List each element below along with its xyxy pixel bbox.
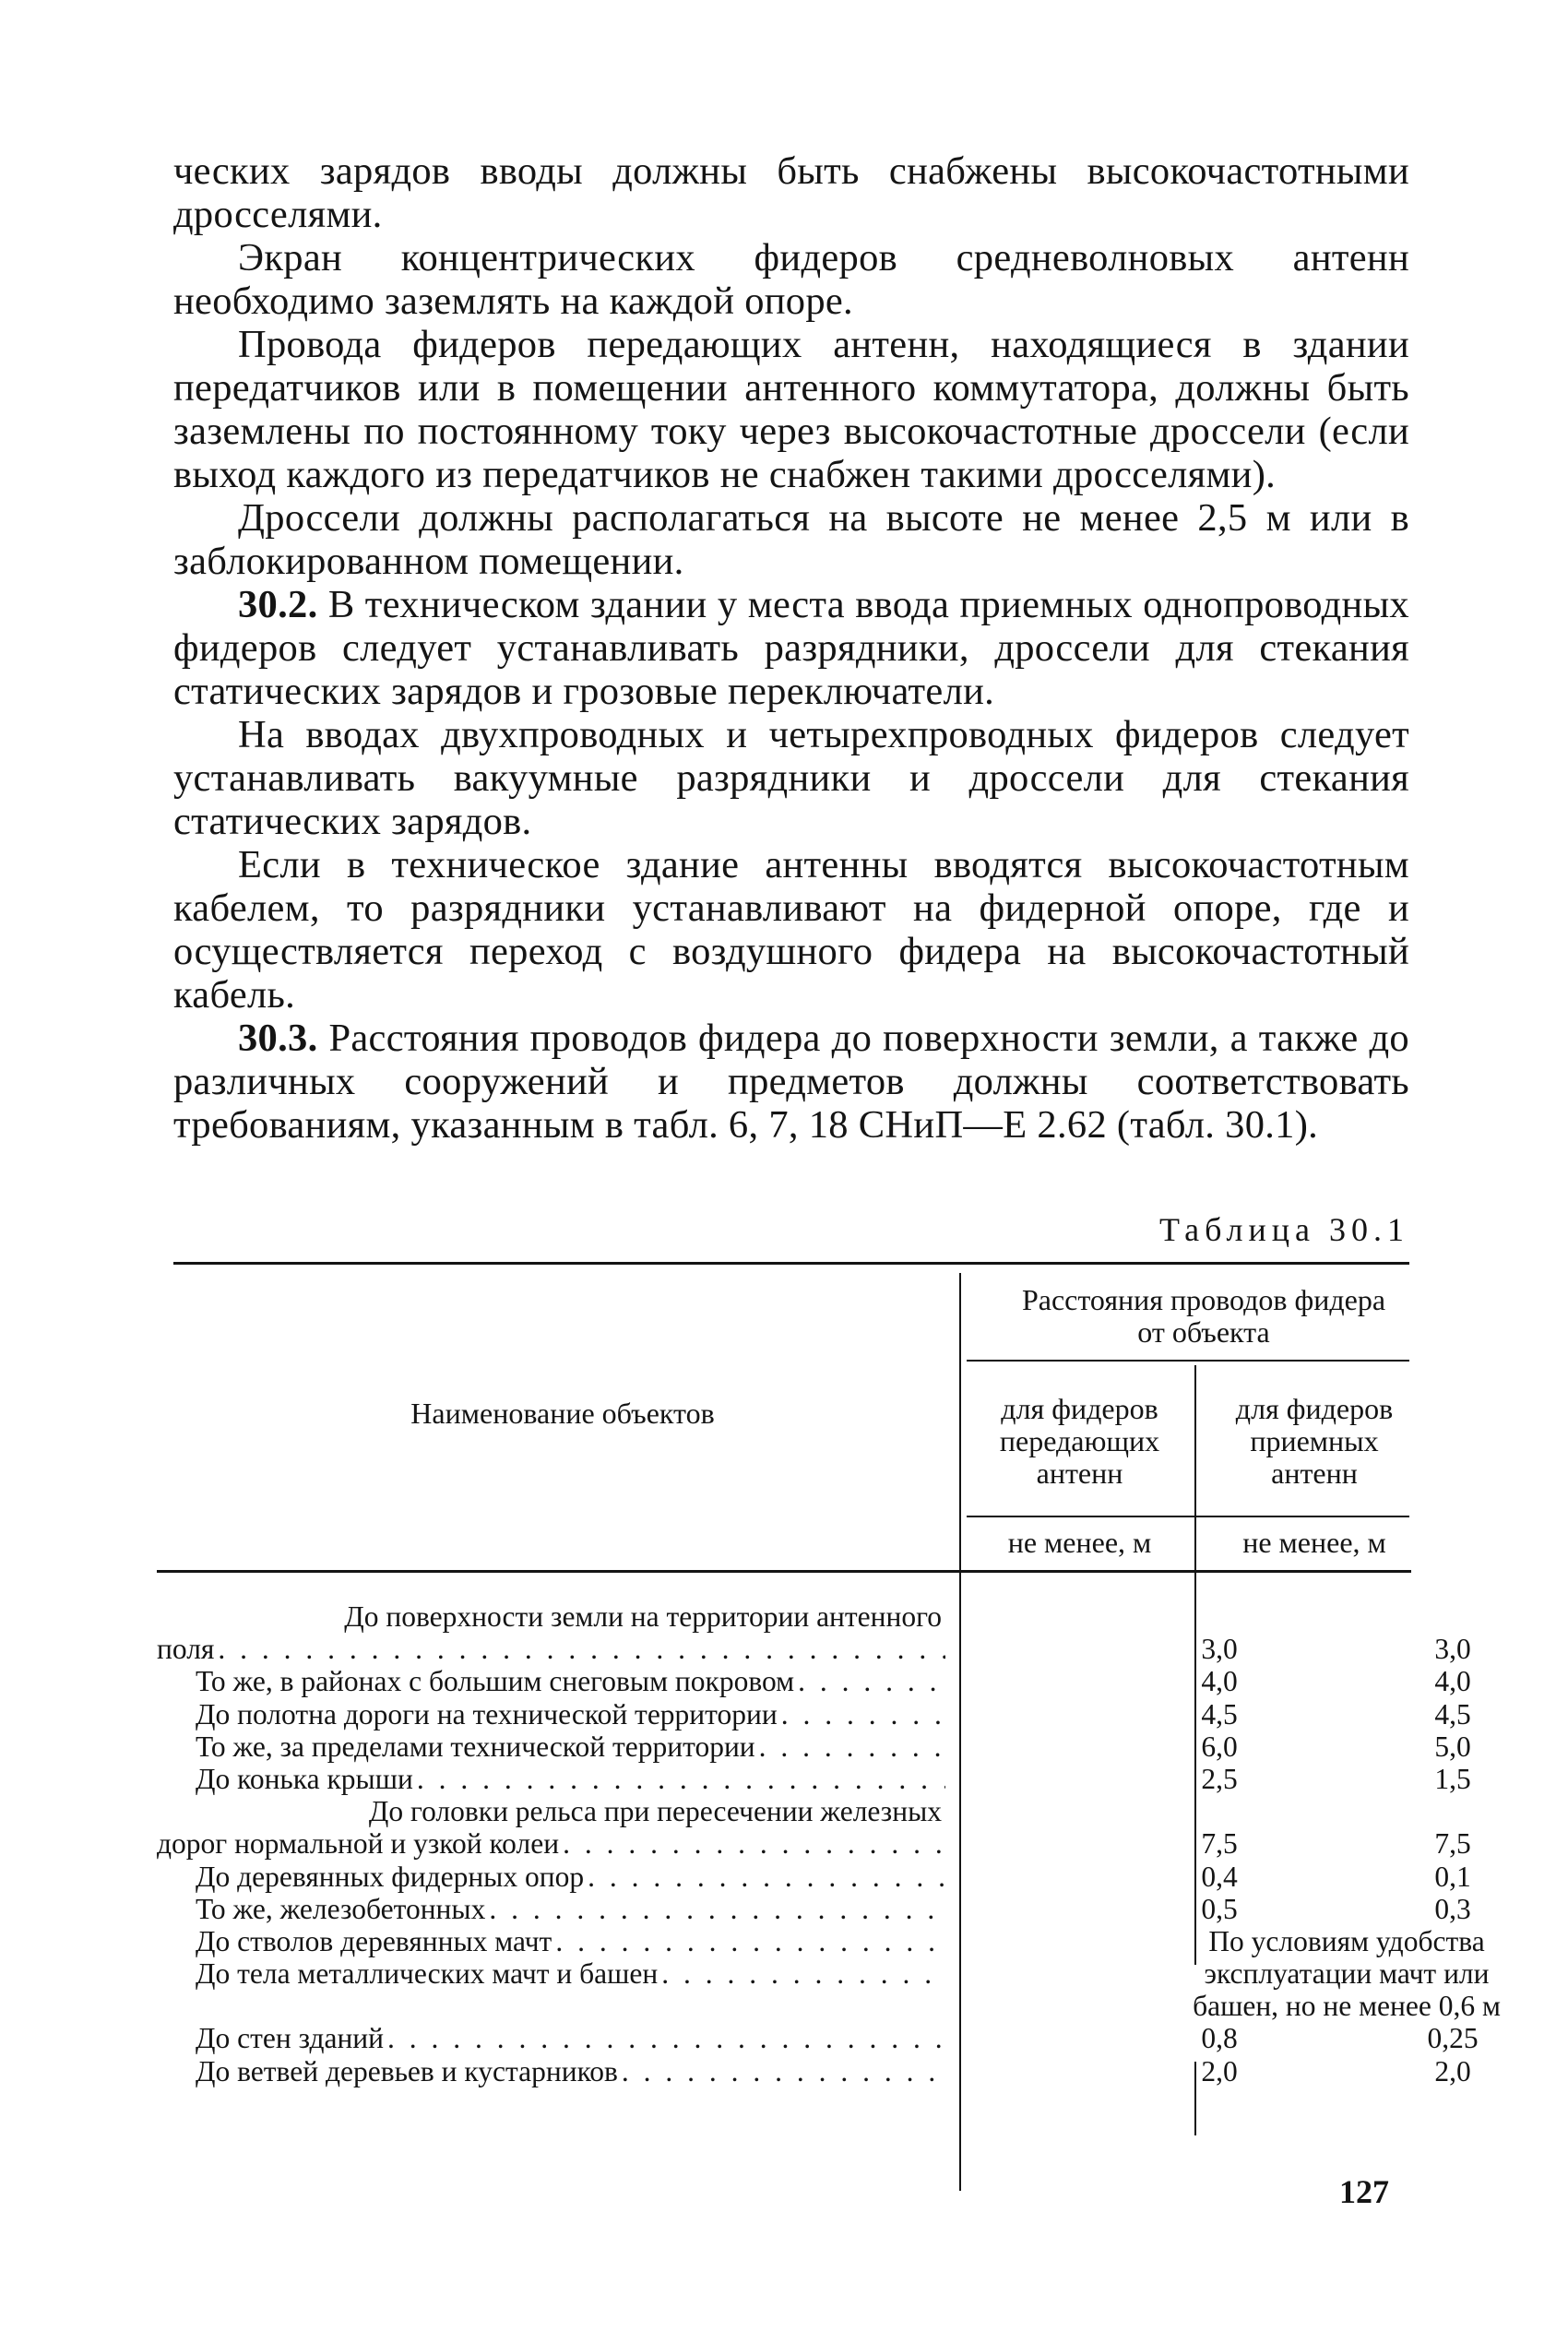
table-row xyxy=(157,1892,1471,1925)
paragraph xyxy=(173,149,1409,236)
table-row xyxy=(157,1924,1485,1957)
row-label xyxy=(157,1730,945,1763)
column-group-header: Расстояния проводов фидера от объекта xyxy=(1021,1283,1386,1349)
row-label xyxy=(157,1633,945,1665)
value-receive: 3,0 xyxy=(1434,1633,1471,1666)
row-label xyxy=(157,1600,945,1633)
value-receive: 0,25 xyxy=(1427,2022,1479,2055)
section-number: 30.2. xyxy=(238,583,318,626)
table-header-bottom-rule xyxy=(157,1570,1411,1573)
section-number: 30.3. xyxy=(238,1017,318,1060)
leader-dots xyxy=(489,1893,945,1925)
row-label-text: До тела металлических мачт и башен xyxy=(196,1957,659,1991)
value-transmit: 6,0 xyxy=(1201,1730,1238,1763)
paragraph-text: Расстояния проводов фидера до поверхности земли, а также до различных сооружений и предметов должны соответствовать требованиям, указанным в табл. 6, 7, 18 СНиП—Е 2.62 (табл. 30.1). xyxy=(173,1017,1409,1147)
table-row xyxy=(157,1795,1430,1827)
value-receive: 1,5 xyxy=(1434,1762,1471,1795)
paragraph xyxy=(173,713,1409,843)
paragraph-text: Если в техническое здание антенны вводятся высокочастотным кабелем, то разрядники устанавливают на фидерной опоре, где и осуществляется переход с воздушного фидера на высокочастотный кабель. xyxy=(173,843,1409,1017)
row-label xyxy=(157,1763,945,1795)
leader-dots xyxy=(588,1861,945,1893)
body-text xyxy=(173,149,1409,1147)
table-row xyxy=(157,1827,1471,1861)
value-receive: 0,3 xyxy=(1434,1892,1471,1925)
merged-value: башен, но не менее 0,6 м xyxy=(1193,1990,1501,2023)
leader-dots xyxy=(798,1665,945,1697)
table-row xyxy=(157,1762,1471,1795)
merged-value: эксплуатации мачт или xyxy=(1204,1957,1490,1991)
table-row xyxy=(157,1730,1471,1763)
paragraph-text: В техническом здании у места ввода приемных однопроводных фидеров следует устанавливать разрядники, дроссели для стекания статических зарядов и грозовые переключатели. xyxy=(173,583,1409,713)
table-row xyxy=(157,1600,1430,1633)
paragraph xyxy=(173,496,1409,583)
table-row xyxy=(157,1665,1471,1698)
column-header-receive: для фидеров приемных антенн xyxy=(1235,1392,1394,1490)
row-label xyxy=(157,1925,945,1957)
paragraph xyxy=(173,323,1409,496)
table-row xyxy=(157,2054,1471,2087)
value-transmit: 0,4 xyxy=(1201,1860,1238,1893)
row-label-text: До конька крыши xyxy=(196,1762,413,1795)
unit-receive: не менее, м xyxy=(1242,1526,1386,1559)
leader-dots xyxy=(622,2055,945,2087)
col-divider-mid-header xyxy=(1194,1365,1196,1573)
leader-dots xyxy=(781,1698,945,1730)
paragraph xyxy=(173,1017,1409,1147)
value-receive: 4,0 xyxy=(1434,1665,1471,1698)
row-label xyxy=(157,1665,945,1697)
paragraph-text: На вводах двухпроводных и четырехпроводных фидеров следует устанавливать вакуумные разрядники и дроссели для стекания статических зарядов. xyxy=(173,713,1409,843)
paragraph-text: Дроссели должны располагаться на высоте не менее 2,5 м или в заблокированном помещении. xyxy=(173,496,1409,583)
paragraph-text: Провода фидеров передающих антенн, находящиеся в здании передатчиков или в помещении антенного коммутатора, должны быть заземлены по постоянному току через высокочастотные дроссели (если выход каждого из передатчиков не снабжен такими дросселями). xyxy=(173,323,1409,496)
value-transmit: 3,0 xyxy=(1201,1633,1238,1666)
table-row xyxy=(157,1990,1501,2023)
row-label-text: поля xyxy=(157,1633,215,1666)
value-receive: 2,0 xyxy=(1434,2054,1471,2087)
paragraph xyxy=(173,583,1409,713)
paragraph-text: ческих зарядов вводы должны быть снабжены высокочастотными дросселями. xyxy=(173,149,1409,236)
row-label xyxy=(157,2055,945,2087)
leader-dots xyxy=(759,1730,945,1763)
table-row xyxy=(157,1697,1471,1730)
table-top-rule xyxy=(173,1262,1409,1265)
value-receive: 5,0 xyxy=(1434,1730,1471,1763)
value-transmit: 0,8 xyxy=(1201,2022,1238,2055)
row-label xyxy=(157,1795,945,1827)
table-body xyxy=(157,1600,1501,2087)
row-label-text: До ветвей деревьев и кустарников xyxy=(196,2054,618,2087)
value-transmit: 2,5 xyxy=(1201,1762,1238,1795)
row-label xyxy=(157,1893,945,1925)
paragraph xyxy=(173,843,1409,1017)
leader-dots xyxy=(387,2022,945,2054)
leader-dots xyxy=(563,1827,945,1860)
table-row xyxy=(157,2022,1479,2055)
row-label xyxy=(157,1861,945,1893)
row-label-text: До стволов деревянных мачт xyxy=(196,1924,552,1957)
leader-dots xyxy=(555,1925,945,1957)
unit-transmit: не менее, м xyxy=(1007,1526,1152,1559)
value-receive: 0,1 xyxy=(1434,1860,1471,1893)
row-label xyxy=(157,1698,945,1730)
leader-dots xyxy=(218,1633,945,1665)
table-caption: Таблица 30.1 xyxy=(1159,1211,1409,1248)
value-receive: 7,5 xyxy=(1434,1827,1471,1861)
row-label xyxy=(157,1827,945,1860)
row-label xyxy=(157,1957,945,1990)
row-label-text: До деревянных фидерных опор xyxy=(196,1860,585,1893)
group-header-rule xyxy=(967,1360,1409,1362)
row-label-text: До полотна дороги на технической территории xyxy=(196,1697,778,1730)
value-transmit: 0,5 xyxy=(1201,1892,1238,1925)
table-row xyxy=(157,1860,1471,1893)
row-label-text: То же, железобетонных xyxy=(196,1892,486,1925)
row-label xyxy=(157,2022,945,2054)
column-header-transmit: для фидеров передающих антенн xyxy=(999,1392,1160,1490)
table-row xyxy=(157,1633,1471,1666)
value-transmit: 2,0 xyxy=(1201,2054,1238,2087)
table-row xyxy=(157,1957,1490,1991)
value-transmit: 7,5 xyxy=(1201,1827,1238,1861)
row-label-text: То же, за пределами технической территории xyxy=(196,1730,755,1763)
row-label-text: То же, в районах с большим снеговым покровом xyxy=(196,1665,795,1698)
merged-value: По условиям удобства xyxy=(1208,1924,1485,1957)
leader-dots xyxy=(417,1763,945,1795)
row-label-text: До поверхности земли на территории антенного xyxy=(344,1600,942,1633)
row-label-text: До головки рельса при пересечении железных xyxy=(368,1795,942,1828)
leader-dots xyxy=(661,1957,945,1990)
value-transmit: 4,0 xyxy=(1201,1665,1238,1698)
paragraph-text: Экран концентрических фидеров средневолновых антенн необходимо заземлять на каждой опоре. xyxy=(173,236,1409,323)
column-header-name: Наименование объектов xyxy=(410,1397,715,1430)
page-number: 127 xyxy=(1339,2173,1389,2210)
row-label-text: До стен зданий xyxy=(196,2022,385,2055)
value-transmit: 4,5 xyxy=(1201,1697,1238,1730)
row-label-text: дорог нормальной и узкой колеи xyxy=(157,1827,560,1861)
unit-row-rule xyxy=(967,1516,1409,1517)
paragraph xyxy=(173,236,1409,323)
value-receive: 4,5 xyxy=(1434,1697,1471,1730)
